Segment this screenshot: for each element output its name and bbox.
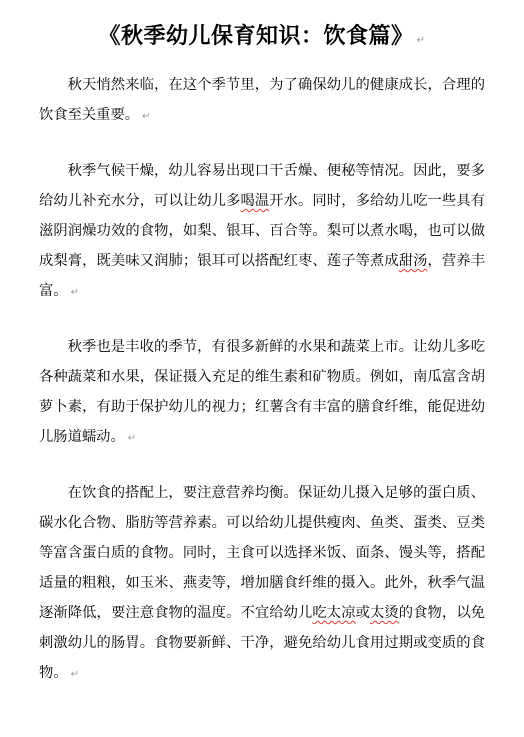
spellcheck-underlined-word: 甜汤 [398,253,428,269]
spellcheck-underlined-word: 喝温 [240,193,270,209]
paragraph-2-text-b: 开水。同时，多给幼儿吃一些具有滋阴润燥功效的食物，如梨、银耳、百合等。梨可以煮水喝，也可以做成梨膏，既美味又润肺；银耳可以搭配红枣、莲子等煮成 [39,193,486,269]
paragraph-4-text-c: 的食物，以免刺激幼儿的肠胃。食物要新鲜、干净，避免给幼儿食用过期或变质的食物。 [39,605,486,681]
document-title-text: 《秋季幼儿保育知识：饮食篇》 [98,24,414,49]
paragraph-3 [39,332,485,454]
paragraph-mark-icon: ↵ [142,111,151,122]
paragraph-4 [39,478,485,690]
paragraph-3-text: 秋季也是丰收的季节，有很多新鲜的水果和蔬菜上市。让幼儿多吃各种蔬菜和水果，保证摄入充足的维生素和矿物质。例如，南瓜富含胡萝卜素，有助于保护幼儿的视力；红薯含有丰富的膳食纤维，能促进幼儿肠道蠕动。 [39,339,485,445]
paragraph-2-text-c: ，营养丰富。 [39,253,485,299]
paragraph-4-text-b: 或 [355,605,370,621]
paragraph-mark-icon: ↵ [127,433,137,444]
spellcheck-underlined-word: 吃太凉 [312,605,356,621]
paragraph-mark-icon: ↵ [70,287,79,298]
paragraph-1 [39,70,485,132]
document-page [39,0,485,690]
spellcheck-underlined-word: 太烫 [369,605,399,621]
paragraph-2 [39,156,485,308]
document-title [39,0,485,54]
paragraph-mark-icon: ↵ [70,669,79,680]
paragraph-2-text-a: 秋季气候干燥，幼儿容易出现口干舌燥、便秘等情况。因此，要多给幼儿补充水分，可以让幼儿多 [39,163,485,209]
paragraph-1-text: 秋天悄然来临，在这个季节里，为了确保幼儿的健康成长，合理的饮食至关重要。 [39,77,485,123]
paragraph-mark-icon: ↵ [416,35,426,46]
paragraph-4-text-a: 在饮食的搭配上，要注意营养均衡。保证幼儿摄入足够的蛋白质、碳水化合物、脂肪等营养素。可以给幼儿提供瘦肉、鱼类、蛋类、豆类等富含蛋白质的食物。同时，主食可以选择米饭、面条、馒头等，搭配适量的粗粮，如玉米、燕麦等，增加膳食纤维的摄入。此外，秋季气温逐渐降低，要注意食物的温度。不宜给幼儿 [39,485,485,621]
